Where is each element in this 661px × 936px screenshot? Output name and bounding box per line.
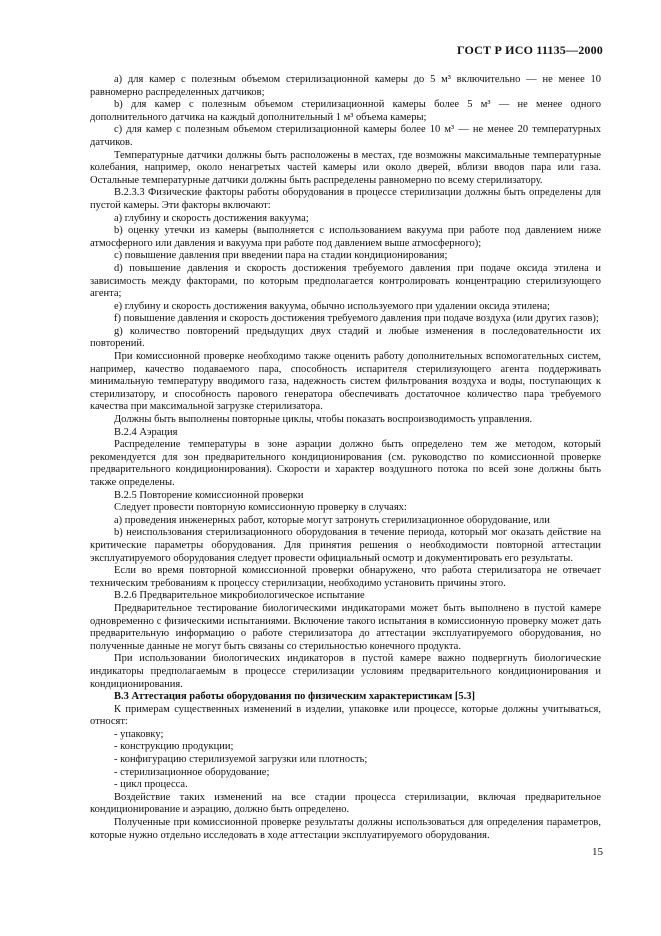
paragraph: - цикл процесса. bbox=[114, 779, 188, 791]
section-heading: B.3 Аттестация работы оборудования по физическим характеристикам [5.3] bbox=[114, 691, 475, 703]
paragraph: a) проведения инженерных работ, которые могут затронуть стерилизационное оборудование, или bbox=[114, 514, 550, 526]
paragraph: B.2.6 Предварительное микробиологическое испытание bbox=[114, 590, 365, 602]
paragraph: b) для камер с полезным объемом стерилизационной камеры более 5 м³ — не менее одного дополнительного датчика на каждый дополнительный 1 м³ объема камеры; bbox=[90, 99, 601, 123]
paragraph: Воздействие таких изменений на все стадии процесса стерилизации, включая предварительное кондиционирование и аэрацию, должно быть определено. bbox=[90, 791, 601, 816]
paragraph: - конструкцию продукции; bbox=[114, 741, 234, 753]
paragraph: Предварительное тестирование биологическими индикаторами может быть выполнено в пустой камере одновременно с физическими испытаниями. Включение такого испытания в комиссионную проверку может дать предварительную информацию о работе стерилизатора до аттестации эксплуатируемого оборудования, но полученные данные не могут быть связаны со стерильностью конечного продукта. bbox=[90, 602, 601, 652]
paragraph: B.2.5 Повторение комиссионной проверки bbox=[114, 489, 304, 501]
paragraph: Если во время повторной комиссионной проверки обнаружено, что работа стерилизатора не отвечает техническим требованиям к процессу стерилизации, необходимо установить причины этого. bbox=[90, 565, 601, 589]
paragraph: g) количество повторений предыдущих двух стадий и любые изменения в последовательности их повторений. bbox=[90, 325, 601, 350]
document-body bbox=[90, 74, 601, 842]
paragraph: c) повышение давления при введении пара на стадии кондиционирования; bbox=[114, 250, 448, 262]
paragraph: Должны быть выполнены повторные циклы, чтобы показать воспроизводимость управления. bbox=[114, 414, 533, 426]
paragraph: При использовании биологических индикаторов в пустой камере важно подвергнуть биологические индикаторы предполагаемым в процессе стерилизации условиям предварительного кондиционирования и кондиционирования. bbox=[90, 653, 601, 690]
page-number: 15 bbox=[592, 846, 603, 858]
paragraph: - упаковку; bbox=[114, 728, 164, 740]
paragraph: e) глубину и скорость достижения вакуума, обычно используемого при удалении оксида этилена; bbox=[114, 300, 550, 312]
paragraph: d) повышение давления и скорость достижения требуемого давления при подаче оксида этилена и зависимость между факторами, по которым предполагается контролировать концентрацию стерилизующего агента; bbox=[90, 262, 601, 300]
paragraph: - стерилизационное оборудование; bbox=[114, 766, 270, 778]
paragraph: К примерам существенных изменений в изделии, упаковке или процессе, которые должны учитываться, относят: bbox=[90, 703, 601, 728]
paragraph: f) повышение давления и скорость достижения требуемого давления при подаче воздуха (или других газов); bbox=[114, 313, 599, 325]
paragraph: Температурные датчики должны быть расположены в местах, где возможны максимальные температурные колебания, например, около ненагретых частей камеры или около дверей, вблизи вводов пара или газа. Остальные температурные датчики должны быть распределены равномерно по всему стерилизатору. bbox=[90, 149, 601, 186]
paragraph: При комиссионной проверке необходимо также оценить работу дополнительных вспомогательных систем, например, качество подаваемого пара, способность испарителя стерилизующего агента поддерживать минимальную температуру вводимого газа, надежность систем фильтрования воздуха и воды, поступающих к стерилизатору, и способность парового генератора обеспечивать достаточное количество пара требуемого качества при максимальной загрузке стерилизатора. bbox=[90, 351, 601, 413]
paragraph: b) неиспользования стерилизационного оборудования в течение периода, который мог оказать действие на критические параметры оборудования. Для принятия решения о необходимости повторной аттестации эксплуатируемого оборудования следует провести официальный осмотр и документировать его результаты. bbox=[90, 527, 601, 564]
paragraph: a) для камер с полезным объемом стерилизационной камеры до 5 м³ включительно — не менее 10 равномерно распределенных датчиков; bbox=[90, 74, 601, 98]
standard-header: ГОСТ Р ИСО 11135—2000 bbox=[456, 43, 603, 57]
paragraph: B.2.4 Аэрация bbox=[114, 426, 178, 438]
paragraph: c) для камер с полезным объемом стерилизационной камеры более 10 м³ — не менее 20 температурных датчиков. bbox=[90, 124, 601, 148]
paragraph: b) оценку утечки из камеры (выполняется с использованием вакуума при работе под давлением ниже атмосферного или давления и вакуума при работе под давлением выше атмосферного); bbox=[90, 225, 601, 249]
paragraph: B.2.3.3 Физические факторы работы оборудования в процессе стерилизации должны быть определены для пустой камеры. Эти факторы включают: bbox=[90, 187, 601, 211]
paragraph: a) глубину и скорость достижения вакуума; bbox=[114, 212, 309, 224]
paragraph: Следует провести повторную комиссионную проверку в случаях: bbox=[114, 502, 407, 514]
paragraph: Распределение температуры в зоне аэрации должно быть определено тем же методом, который рекомендуется для зон предварительного кондиционирования (см. руководство по комиссионной проверке предварительного кондиционирования). Скорости и характер воздушного потока по всей зоне должны быть также определены. bbox=[90, 439, 601, 488]
paragraph: Полученные при комиссионной проверке результаты должны использоваться для определения параметров, которые нужно отдельно исследовать в ходе аттестации эксплуатируемого оборудования. bbox=[90, 817, 601, 841]
paragraph: - конфигурацию стерилизуемой загрузки или плотность; bbox=[114, 754, 368, 766]
